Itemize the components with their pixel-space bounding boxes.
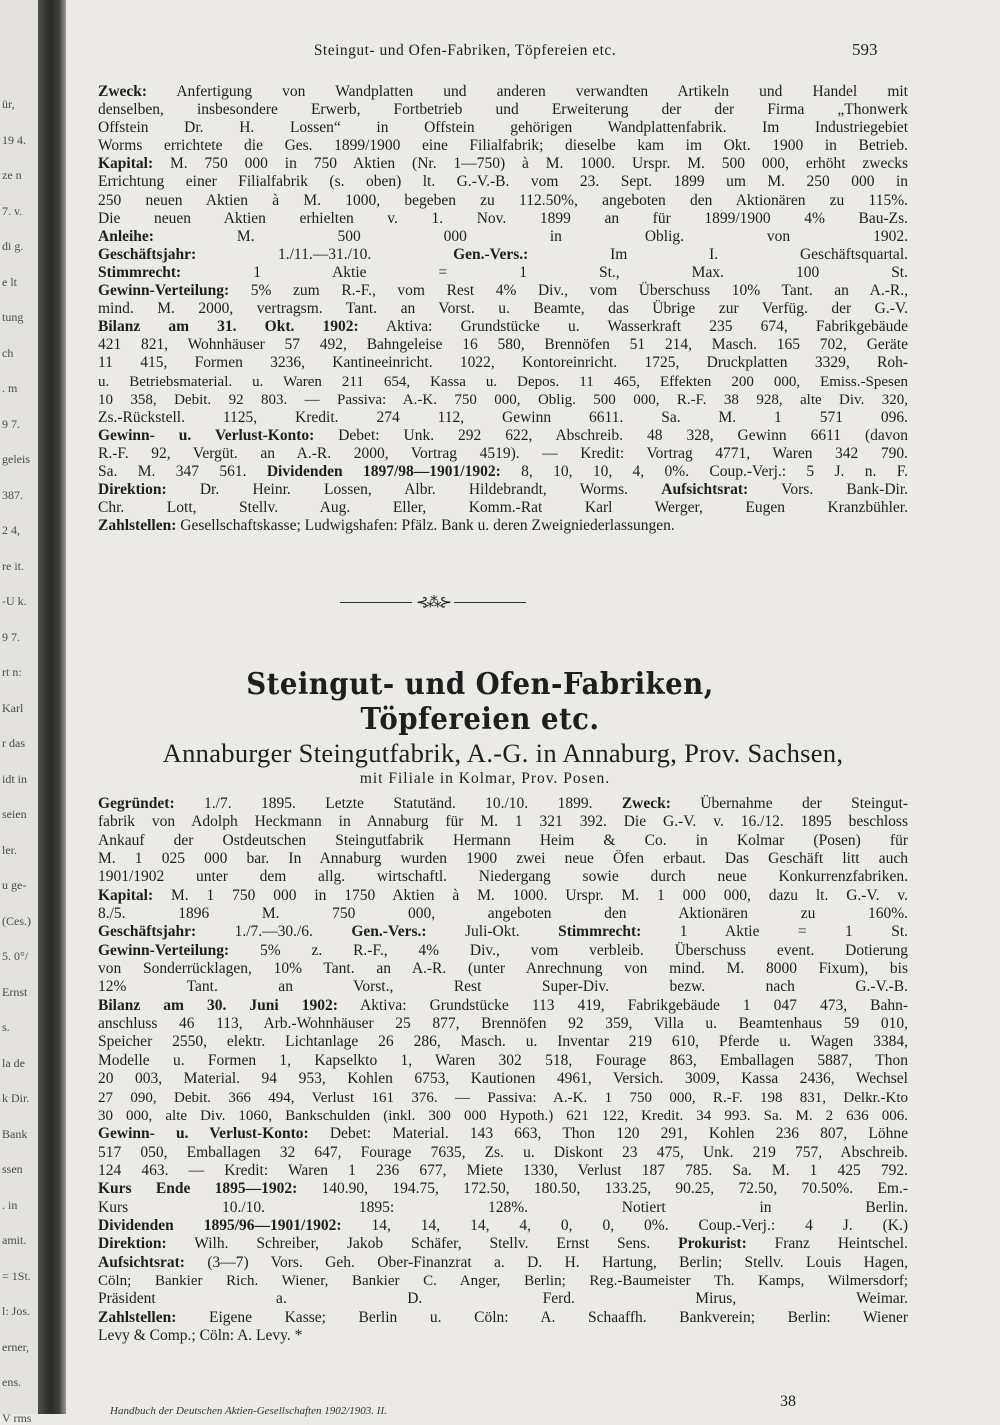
text-line: Gewinn- u. Verlust-Konto: Debet: Unk. 292 622, Abschreib. 48 328, Gewinn 6611 (davon [98, 426, 908, 444]
text-line: Bilanz am 31. Okt. 1902: Aktiva: Grundstücke u. Wasserkraft 235 674, Fabrikgebäude [98, 318, 908, 336]
company-subline: mit Filiale in Kolmar, Prov. Posen. [359, 770, 611, 787]
text-line: 20 003, Material. 94 953, Kohlen 6753, Kautionen 4961, Versich. 3009, Kassa 2436, Wechsel [98, 1070, 908, 1088]
margin-fragment: (Ces.) [2, 913, 31, 928]
section-title: Steingut- und Ofen-Fabriken, Töpfereien etc. [246, 667, 714, 737]
margin-fragment: seien [2, 807, 27, 821]
text-line: Gegründet: 1./7. 1895. Letzte Statutänd. 10./10. 1899. Zweck: Übernahme der Steingut- [98, 795, 908, 812]
text-line: 517 050, Emballagen 32 647, Fourage 7635, Zs. u. Diskont 23 475, Unk. 219 757, Abschreib. [98, 1143, 908, 1161]
text-line: R.-F. 92, Vergüt. an A.-R. 2000, Vortrag 4519). — Kredit: Vortrag 4771, Waren 342 790. [98, 444, 908, 462]
text-line: Kurs 10./10. 1895: 128%. Notiert in Berlin. [98, 1198, 908, 1216]
margin-fragment: 7. v. [2, 203, 23, 218]
text-line: 30 000, alte Div. 1060, Bankschulden (inkl. 300 000 Hypoth.) 621 122, Kredit. 34 993. Sa. M. 2 636 006. [98, 1107, 908, 1124]
entry-offstein-wandplatten [98, 83, 908, 535]
text-line: 10 358, Debit. 92 803. — Passiva: A.-K. 750 000, Oblig. 500 000, R.-F. 38 928, alte Div. 320, [98, 391, 908, 408]
text-line: Präsident a. D. Ferd. Mirus, Weimar. [98, 1290, 908, 1308]
text-line: Stimmrecht: 1 Aktie = 1 St., Max. 100 St. [98, 263, 908, 281]
margin-fragment: ür, [2, 97, 15, 111]
text-line: Sa. M. 347 561. Dividenden 1897/98—1901/1902: 8, 10, 10, 4, 0%. Coup.-Verj.: 5 J. n. F. [98, 462, 908, 480]
text-line: Modelle u. Formen 1, Kapselkto 1, Waren 302 518, Fourage 863, Emballagen 5887, Thon [98, 1051, 908, 1069]
text-line: Ankauf der Ostdeutschen Steingutfabrik Hermann Heim & Co. in Kolmar (Posen) für [98, 831, 908, 849]
margin-fragment: = 1St. [2, 1268, 31, 1283]
text-line: Kapital: M. 1 750 000 in 1750 Aktien à M. 1000. Urspr. M. 1 000 000, dazu lt. G.-V. v. [98, 886, 908, 904]
margin-fragment: Karl [2, 700, 24, 715]
text-line: Offstein Dr. H. Lossen“ in Offstein gehörigen Wandplattenfabrik. Im Industriegebiet [98, 119, 908, 137]
text-line: Gewinn-Verteilung: 5% z. R.-F., 4% Div., vom verbleib. Überschuss event. Dotierung [98, 941, 908, 959]
text-line: Chr. Lott, Stellv. Aug. Eller, Komm.-Rat Karl Werger, Eugen Kranzbühler. [98, 499, 908, 517]
text-line: Kapital: M. 750 000 in 750 Aktien (Nr. 1—750) à M. 1000. Urspr. M. 500 000, erhöht zwecks [98, 155, 908, 173]
margin-fragment: Ernst [2, 984, 28, 999]
divider-line-left [340, 602, 412, 603]
text-line: 27 090, Debit. 366 494, Verlust 161 376. — Passiva: A.-K. 1 750 000, R.-F. 198 831, Delkr.-Kto [98, 1089, 908, 1106]
divider-flourish-icon: ⊰⁂⊱ [415, 594, 451, 611]
text-line: denselben, insbesondere Erwerb, Fortbetrieb und Erweiterung der der Firma „Thonwerk [98, 101, 908, 119]
margin-fragment: idt in [2, 771, 28, 786]
margin-fragment: u ge- [2, 878, 27, 892]
text-line: Speicher 2550, elektr. Lichtanlage 26 286, Masch. u. Inventar 219 610, Pferde u. Wagen 3384, [98, 1033, 908, 1051]
text-line: 8./5. 1896 M. 750 000, angeboten den Aktionären zu 160%. [98, 905, 908, 923]
text-line: Cöln; Bankier Rich. Wiener, Bankier C. Anger, Berlin; Reg.-Baumeister Th. Kamps, Wilmersdorf; [98, 1272, 908, 1289]
margin-fragment: erner, [2, 1339, 30, 1354]
text-line: 421 821, Wohnhäuser 57 492, Bahngeleise 16 580, Brennöfen 51 214, Masch. 165 702, Geräte [98, 336, 908, 354]
text-line: Zahlstellen: Gesellschaftskasse; Ludwigshafen: Pfälz. Bank u. deren Zweigniederlassungen. [98, 517, 675, 535]
margin-fragment: rt n: [2, 665, 22, 679]
margin-fragment: 9 7. [2, 629, 20, 644]
previous-page-margin [0, 0, 38, 1425]
book-binding-gutter [38, 0, 66, 1414]
text-line: Bilanz am 30. Juni 1902: Aktiva: Grundstücke 113 419, Fabrikgebäude 1 047 473, Bahn- [98, 996, 908, 1014]
margin-fragment: -U k. [2, 594, 27, 608]
text-line: Worms errichtete die Ges. 1899/1900 eine Filialfabrik; dieselbe kam im Okt. 1900 in Betrieb. [98, 137, 908, 155]
margin-fragment: la de [2, 1055, 25, 1070]
margin-fragment: ler. [2, 842, 17, 857]
margin-fragment: ens. [2, 1375, 21, 1389]
text-line: Direktion: Dr. Heinr. Lossen, Albr. Hildebrandt, Worms. Aufsichtsrat: Vors. Bank-Dir. [98, 481, 908, 499]
margin-fragment: . m [2, 381, 18, 395]
margin-fragment: . in [2, 1197, 18, 1212]
text-line: Zs.-Rückstell. 1125, Kredit. 274 112, Gewinn 6611. Sa. M. 1 571 096. [98, 408, 908, 426]
margin-fragment: tung [2, 310, 24, 324]
text-line: Dividenden 1895/96—1901/1902: 14, 14, 14, 4, 0, 0, 0%. Coup.-Verj.: 4 J. (K.) [98, 1216, 909, 1234]
margin-fragment: k Dir. [2, 1091, 30, 1105]
margin-fragment: e lt [2, 274, 17, 289]
margin-fragment: 387. [2, 487, 23, 502]
margin-fragment: Bank [2, 1126, 28, 1141]
text-line: 250 neuen Aktien à M. 1000, begeben zu 112.50%, angeboten den Aktionären zu 115%. [98, 191, 908, 209]
text-line: Zweck: Anfertigung von Wandplatten und anderen verwandten Artikeln und Handel mit [98, 83, 908, 100]
text-line: fabrik von Adolph Heckmann in Annaburg für M. 1 321 392. Die G.-V. v. 16./12. 1895 beschloss [98, 813, 908, 831]
text-line: Zahlstellen: Eigene Kasse; Berlin u. Cöln: A. Schaaffh. Bankverein; Berlin: Wiener [98, 1308, 908, 1326]
text-line: 12% Tant. an Vorst., Rest Super-Div. bezw. nach G.-V.-B. [98, 978, 908, 996]
text-line: Anleihe: M. 500 000 in Oblig. von 1902. [98, 227, 908, 245]
margin-fragment: l: Jos. [2, 1304, 31, 1318]
margin-fragment: re it. [2, 558, 24, 573]
divider-line-right [454, 602, 526, 603]
section-divider-ornament [340, 593, 526, 611]
text-line: Geschäftsjahr: 1./7.—30./6. Gen.-Vers.: Juli-Okt. Stimmrecht: 1 Aktie = 1 St. [98, 923, 908, 941]
entry-annaburger-steingutfabrik [98, 795, 908, 1345]
running-title: Steingut- und Ofen-Fabriken, Töpfereien etc. [313, 42, 617, 59]
margin-fragment: ze n [2, 168, 22, 182]
text-line: 124 463. — Kredit: Waren 1 236 677, Miete 1330, Verlust 187 785. Sa. M. 1 425 792. [98, 1161, 908, 1179]
margin-fragment: 9 7. [2, 416, 20, 431]
margin-fragment: ssen [2, 1162, 23, 1176]
margin-fragment: ch [2, 345, 14, 360]
margin-fragment: 19 4. [2, 132, 26, 147]
margin-fragment: geleis [2, 452, 30, 466]
text-line: Direktion: Wilh. Schreiber, Jakob Schäfer, Stellv. Ernst Sens. Prokurist: Franz Heintschel. [98, 1235, 908, 1253]
text-line: von Sonderrücklagen, 10% Tant. an A.-R. (unter Anrechnung von mind. M. 8000 Fixum), bis [98, 960, 908, 978]
footer-book-title: Handbuch der Deutschen Aktien-Gesellschaften 1902/1903. II. [110, 1405, 387, 1417]
company-name: Annaburger Steingutfabrik, A.-G. in Annaburg, Prov. Sachsen, [162, 738, 844, 768]
margin-fragment: di g. [2, 239, 24, 253]
margin-fragment: 2 4, [2, 523, 20, 537]
text-line: 1901/1902 unter dem allg. wirtschaftl. Niedergang sowie durch neue Konkurrenzfabriken. [98, 868, 908, 886]
margin-fragment: amit. [2, 1233, 27, 1247]
margin-fragment: r das [2, 736, 25, 750]
text-line: Gewinn- u. Verlust-Konto: Debet: Material. 143 663, Thon 120 291, Kohlen 236 807, Löhne [98, 1125, 908, 1143]
text-line: Levy & Comp.; Cöln: A. Levy. * [98, 1326, 303, 1344]
signature-mark: 38 [780, 1393, 796, 1410]
text-line: Errichtung einer Filialfabrik (s. oben) lt. G.-V.-B. vom 23. Sept. 1899 um M. 250 000 in [98, 173, 908, 191]
text-line: 11 415, Formen 3236, Kantineeinricht. 1022, Kontoreinricht. 1725, Druckplatten 3329, Roh- [98, 354, 908, 372]
page-number: 593 [852, 40, 878, 59]
margin-fragment: 5. 0°/ [2, 949, 29, 963]
text-line: Geschäftsjahr: 1./11.—31./10. Gen.-Vers.: Im I. Geschäftsquartal. [98, 245, 908, 263]
text-line: u. Betriebsmaterial. u. Waren 211 654, Kassa u. Depos. 11 465, Effekten 200 000, Emiss.-Spesen [98, 373, 908, 390]
text-line: Gewinn-Verteilung: 5% zum R.-F., vom Rest 4% Div., vom Überschuss 10% Tant. an A.-R., [98, 282, 908, 300]
text-line: M. 1 025 000 bar. In Annaburg wurden 1900 zwei neue Öfen erbaut. Das Geschäft litt auch [98, 850, 908, 868]
text-line: Aufsichtsrat: (3—7) Vors. Geh. Ober-Finanzrat a. D. H. Hartung, Berlin; Stellv. Louis Hagen, [98, 1253, 908, 1271]
text-line: mind. M. 2000, vertragsm. Tant. an Vorst. u. Beamte, das Übrige zur Verfüg. der G.-V. [98, 300, 908, 318]
text-line: anschluss 46 113, Arb.-Wohnhäuser 25 877, Brennöfen 92 359, Villa u. Beamtenhaus 59 010, [98, 1015, 908, 1033]
margin-fragment: s. [2, 1020, 10, 1034]
text-line: Die neuen Aktien erhielten v. 1. Nov. 1899 an für 1899/1900 4% Bau-Zs. [98, 209, 908, 227]
text-line: Kurs Ende 1895—1902: 140.90, 194.75, 172.50, 180.50, 133.25, 90.25, 72.50, 70.50%. Em.- [98, 1180, 908, 1198]
margin-fragment: V rms [2, 1410, 32, 1425]
